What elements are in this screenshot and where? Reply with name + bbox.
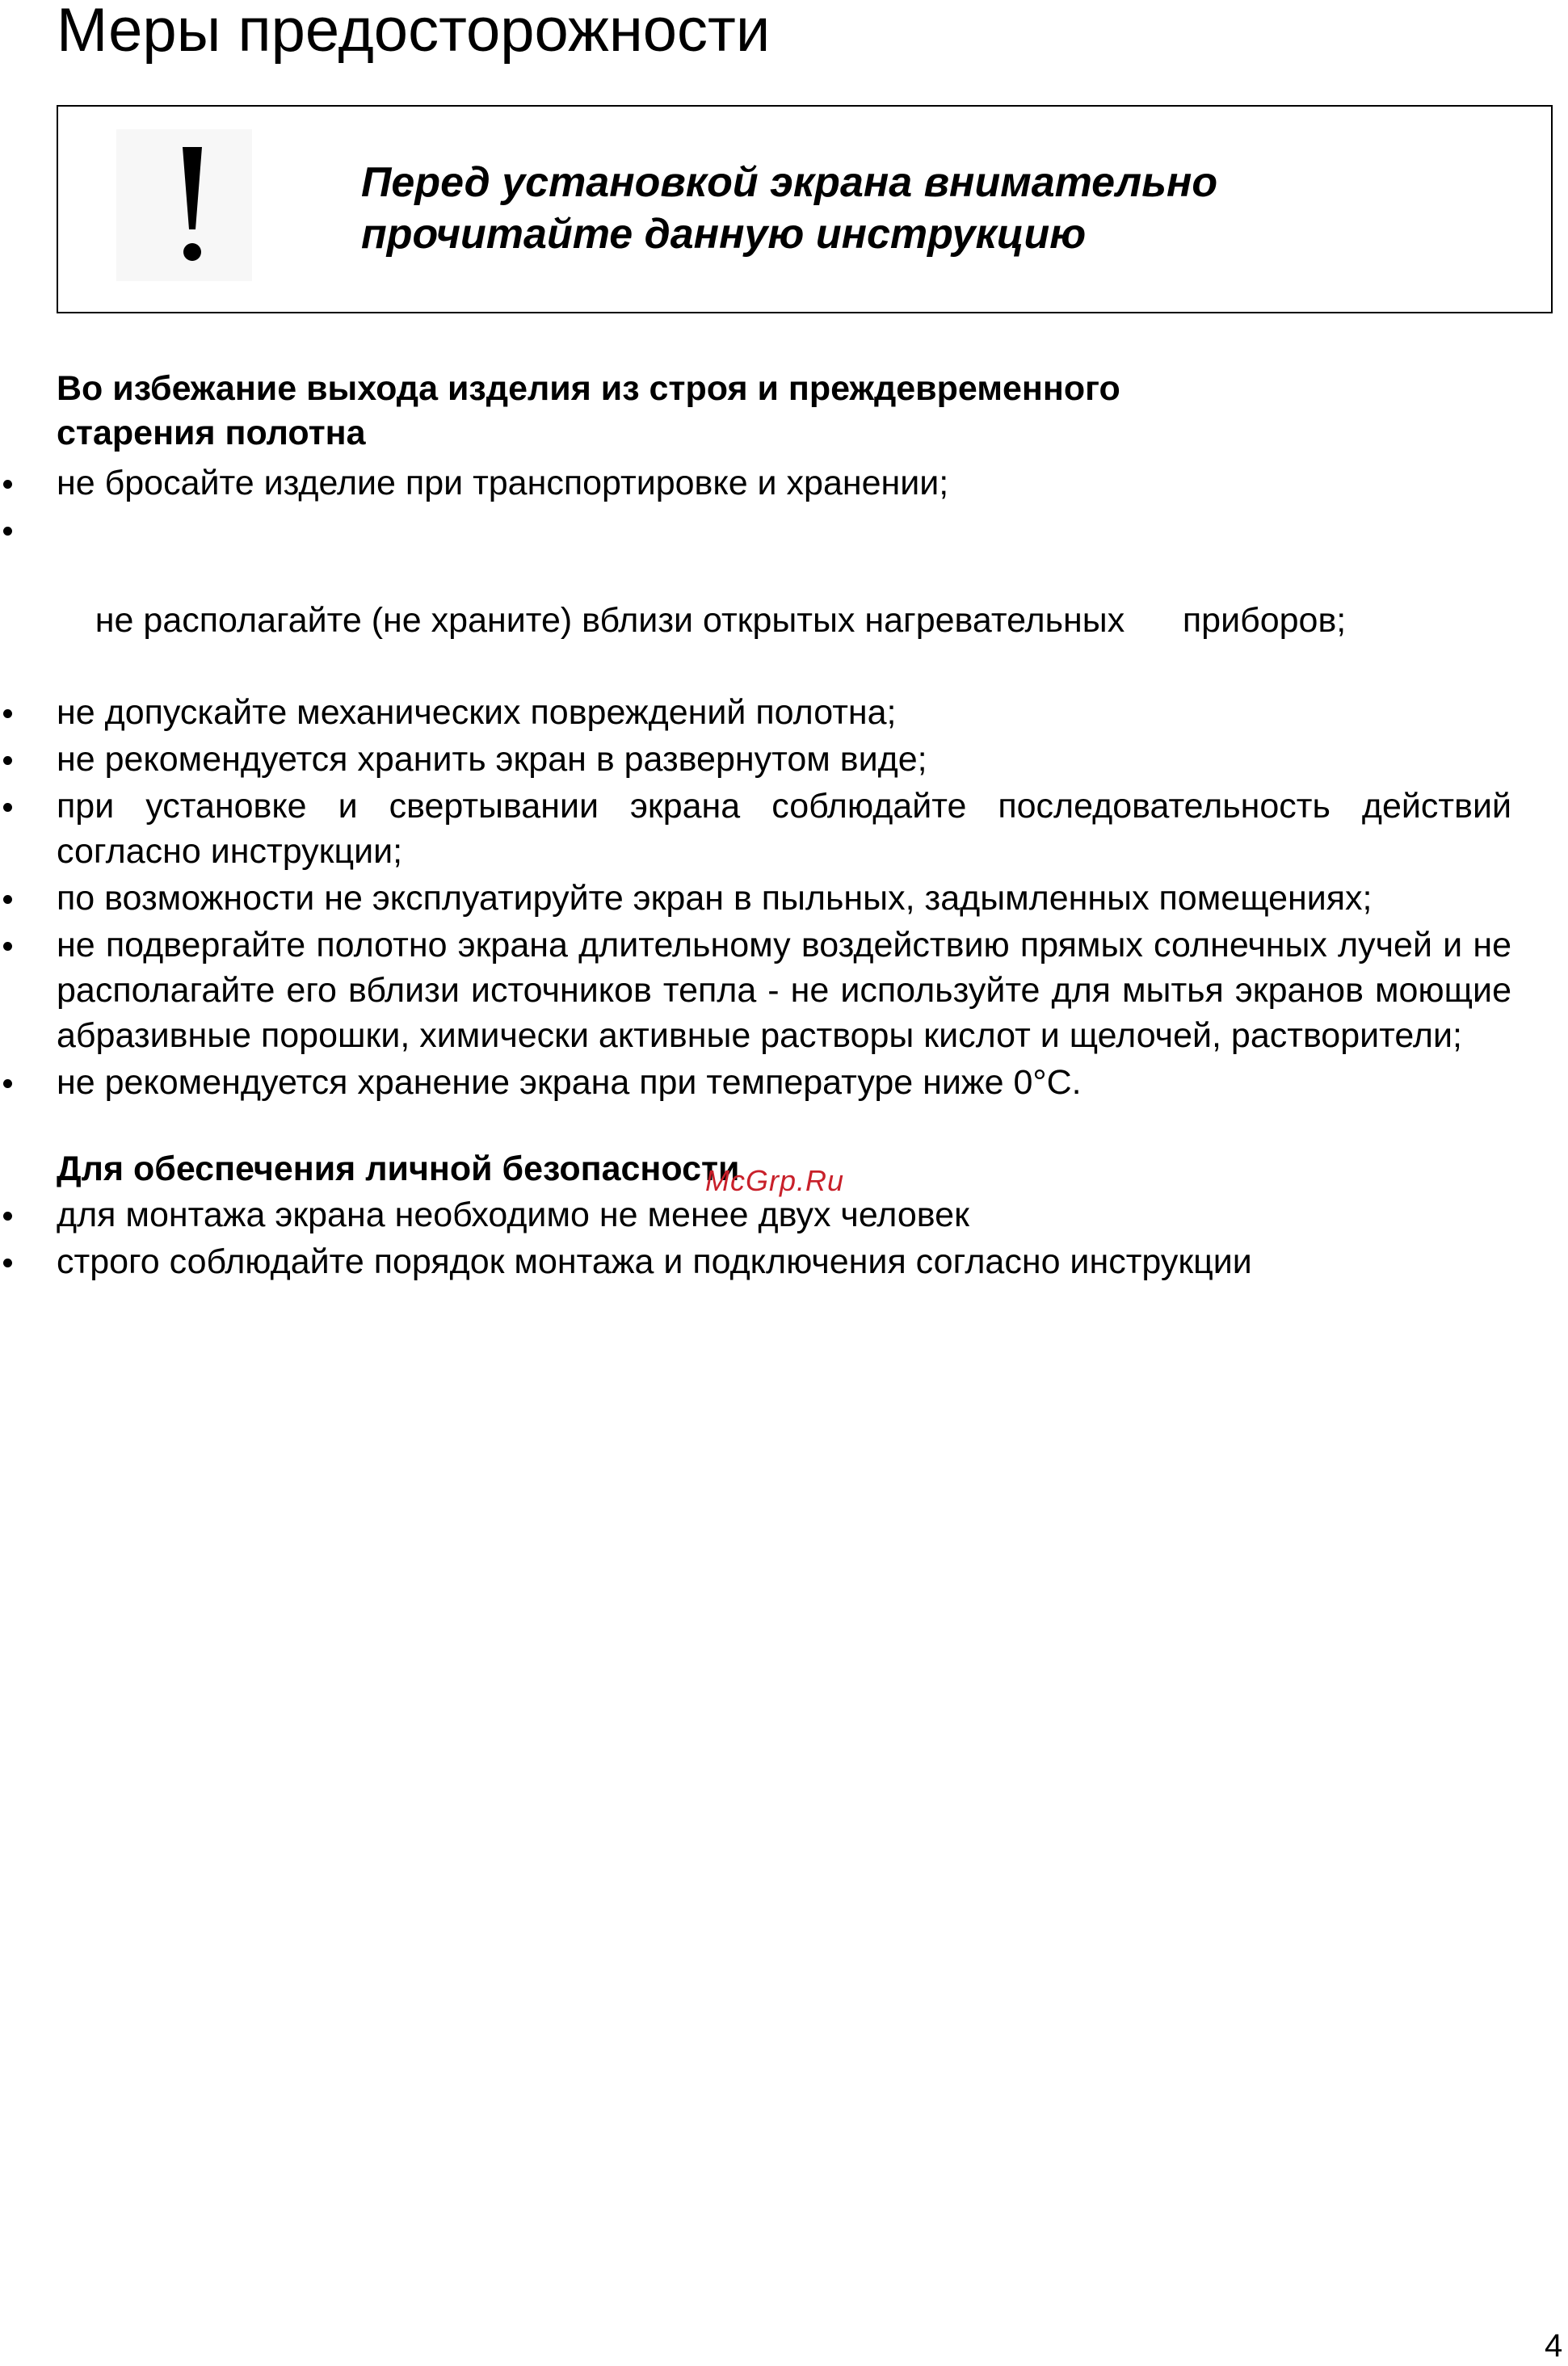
list-item [0,1239,1511,1284]
section-heading-personal-safety: Для обеспечения личной безопасности [57,1149,740,1188]
bullet-icon [3,895,12,904]
list-item-text: по возможности не эксплуатируйте экран в пыльных, задымленных помещениях; [57,879,1373,918]
page-title: Меры предосторожности [57,0,771,65]
personal-safety-list [0,1192,1568,1286]
list-item-text: не бросайте изделие при транспортировке и хранении; [57,464,949,502]
bullet-icon [3,1259,12,1267]
list-item-text: для монтажа экрана необходимо не менее двух человек [57,1196,969,1234]
bullet-icon [3,756,12,765]
watermark: McGrp.Ru [705,1164,845,1197]
list-item [0,1060,1511,1105]
page-number: 4 [1545,2328,1563,2364]
list-item-text: не рекомендуется хранение экрана при температуре ниже 0°C. [57,1063,1082,1102]
damage-prevention-list [0,460,1568,1107]
list-item [0,737,1511,782]
bullet-icon [3,709,12,718]
list-item [0,460,1511,506]
list-item-text: при установке и свертывании экрана соблюдайте последовательность действий согласно инструкции; [57,787,1511,871]
list-item [0,922,1511,1058]
list-item-text: не допускайте механических повреждений полотна; [57,693,897,732]
section-heading-line-2: старения полотна [57,414,366,452]
exclamation-icon [178,145,207,267]
list-item-text: строго соблюдайте порядок монтажа и подключения согласно инструкции [57,1242,1252,1281]
section-heading-line-1: Во избежание выхода изделия из строя и преждевременного [57,369,1120,408]
notice-line-2: прочитайте данную инструкцию [361,211,1087,258]
bullet-icon [3,942,12,951]
list-item-text: не располагайте (не храните) вблизи открытых нагревательных приборов; [95,601,1347,640]
list-item-text: не подвергайте полотно экрана длительному воздействию прямых солнечных лучей и не располагайте его вблизи источников тепла - не используйте для мытья экранов моющие абразивные порошки, химически активные растворы кислот и щелочей, растворители; [57,926,1511,1055]
bullet-icon [3,527,12,536]
bullet-icon [3,1079,12,1088]
notice-text [361,157,1217,260]
warning-notice-box [57,105,1553,313]
list-item [0,507,1511,688]
bullet-icon [3,480,12,489]
bullet-icon [3,803,12,812]
section-heading-damage-prevention [57,367,1120,456]
list-item [0,784,1511,874]
list-item [0,1192,1511,1238]
notice-line-1: Перед установкой экрана внимательно [361,159,1218,206]
list-item [0,876,1511,921]
bullet-icon [3,1212,12,1221]
list-item [0,690,1511,735]
list-item-text: не рекомендуется хранить экран в развернутом виде; [57,740,927,779]
